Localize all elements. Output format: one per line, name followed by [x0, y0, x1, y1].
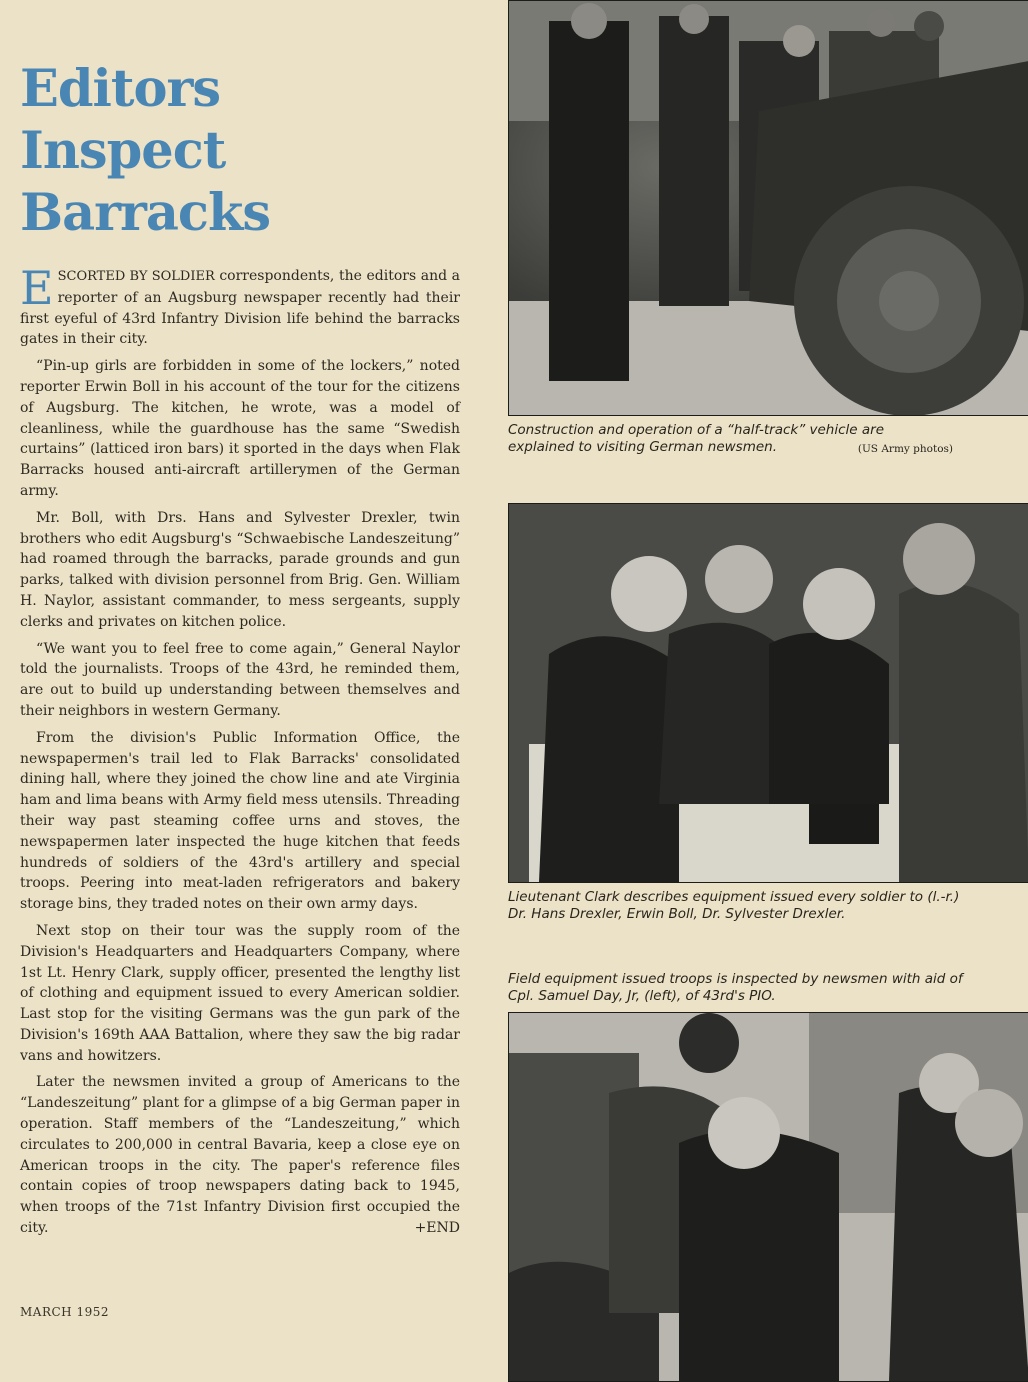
caption-half-track: [508, 422, 953, 458]
article-paragraph-3: Mr. Boll, with Drs. Hans and Sylvester Drexler, twin brothers who edit Augsburg's “Schwaebische Landeszeitung” had roamed through the barracks, parade grounds and gun parks, talked with division personnel from Brig. Gen. William H. Naylor, assistant commander, to mess sergeants, supply clerks and privates on kitchen police.: [20, 509, 460, 630]
headline: [20, 58, 350, 244]
photo-lieutenant-clark: [508, 503, 1028, 883]
paragraph-7-text: Later the newsmen invited a group of Americans to the “Landeszeitung” plant for a glimpse of a big German paper in operation. Staff members of the “Landeszeitung,” which circulates to 200,000 in central Bavaria, keep a close eye on American troops in the city. The paper's reference files contain copies of troop newspapers dating back to 1945, when troops of the 71st Infantry Division first occupied the city.: [20, 1074, 460, 1237]
photo-field-equipment-image: [509, 1013, 1028, 1381]
headline-line-3: Barracks: [20, 183, 271, 243]
caption-half-track-text: Construction and operation of a “half-track” vehicle are explained to visiting German newsmen.: [508, 422, 885, 455]
caption-lieutenant-clark: Lieutenant Clark describes equipment issued every soldier to (l.-r.) Dr. Hans Drexler, Erwin Boll, Dr. Sylvester Drexler.: [508, 889, 960, 922]
article-paragraph-5: From the division's Public Information Office, the newspapermen's trail led to Flak Barracks' consolidated dining hall, where they joined the chow line and ate Virginia ham and lima beans with Army field mess utensils. Threading their way past steaming coffee urns and stoves, the newspapermen later inspected the huge kitchen that feeds hundreds of soldiers of the 43rd's artillery and special troops. Peering into meat-laden refrigerators and bakery storage bins, they traded notes on their own army days.: [20, 729, 460, 913]
headline-line-2: Inspect: [20, 121, 226, 181]
headline-line-1: Editors: [20, 59, 221, 119]
article-body: [20, 261, 460, 1245]
photo-lieutenant-clark-image: [509, 504, 1028, 882]
caption-field-equipment: Field equipment issued troops is inspected by newsmen with aid of Cpl. Samuel Day, Jr, (left), of 43rd's PIO.: [508, 971, 963, 1004]
photo-half-track-image: [509, 1, 1028, 415]
photo-half-track: [508, 0, 1028, 416]
end-mark: +END: [414, 1220, 460, 1237]
article-paragraph-7: [20, 1072, 460, 1238]
photo-credit: (US Army photos): [857, 443, 953, 455]
article-paragraph-6: Next stop on their tour was the supply room of the Division's Headquarters and Headquarters Company, where 1st Lt. Henry Clark, supply officer, presented the lengthy list of clothing and equipment issued to every American soldier. Last stop for the visiting Germans was the gun park of the Division's 169th AAA Battalion, where they saw the big radar vans and howitzers.: [20, 922, 460, 1064]
drop-cap: E: [20, 261, 54, 315]
article-paragraph-4: “We want you to feel free to come again,” General Naylor told the journalists. Troops of the 43rd, he reminded them, are out to build up understanding between themselves and their neighbors in western Germany.: [20, 640, 460, 719]
paragraph-1-text: correspondents, the editors and a reporter of an Augsburg newspaper recently had their first eyeful of 43rd Infantry Division life behind the barracks gates in their city.: [20, 268, 460, 348]
footer-issue-date: MARCH 1952: [20, 1305, 109, 1319]
article-paragraph-1: [20, 261, 460, 350]
article-paragraph-2: “Pin-up girls are forbidden in some of the lockers,” noted reporter Erwin Boll in his account of the tour for the citizens of Augsburg. The kitchen, he wrote, was a model of cleanliness, while the guardhouse has the same “Swedish curtains” (latticed iron bars) it sported in the days when Flak Barracks housed anti-aircraft artillerymen of the German army.: [20, 358, 460, 499]
lead-smallcaps: SCORTED BY SOLDIER: [57, 269, 215, 284]
photo-field-equipment: [508, 1012, 1028, 1382]
